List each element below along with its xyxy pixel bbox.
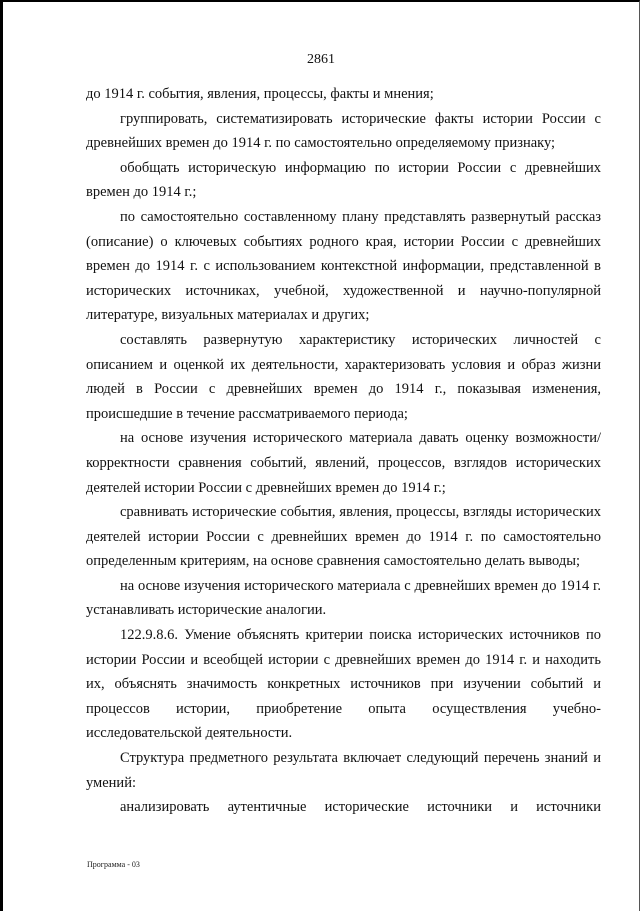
paragraph: составлять развернутую характеристику исторических личностей с описанием и оценкой их деятельности, характеризовать условия и образ жизни людей в России с древнейших времен до 1914 г., показывая изменения, происшедшие в течение рассматриваемого периода; bbox=[86, 331, 601, 422]
paragraph: на основе изучения исторического материала с древнейших времен до 1914 г. устанавливать исторические аналогии. bbox=[86, 577, 601, 619]
footer-text: Программа - 03 bbox=[87, 860, 140, 869]
document-body bbox=[86, 82, 601, 820]
paragraph: сравнивать исторические события, явления, процессы, взгляды исторических деятелей истории России с древнейших времен до 1914 г. по самостоятельно определенным критериям, на основе сравнения самостоятельно делать выводы; bbox=[86, 504, 601, 570]
paragraph: по самостоятельно составленному плану представлять развернутый рассказ (описание) о ключевых событиях родного края, истории России с древнейших времен до 1914 г. с использованием контекстной информации, представленной в исторических источниках, учебной, художественной и научно-популярной литературе, визуальных материалах и других; bbox=[86, 208, 601, 324]
paragraph: на основе изучения исторического материала давать оценку возможности/корректности сравнения событий, явлений, процессов, взглядов исторических деятелей истории России с древнейших времен до 1914 г.; bbox=[86, 430, 601, 496]
paragraph: до 1914 г. события, явления, процессы, факты и мнения; bbox=[86, 86, 434, 102]
paragraph: обобщать историческую информацию по истории России с древнейших времен до 1914 г.; bbox=[86, 159, 601, 201]
paragraph: группировать, систематизировать исторические факты истории России с древнейших времен до 1914 г. по самостоятельно определяемому признаку; bbox=[86, 110, 601, 152]
paragraph: 122.9.8.6. Умение объяснять критерии поиска исторических источников по истории России и всеобщей истории с древнейших времен до 1914 г. и находить их, объяснять значимость конкретных источников при изучении событий и процессов истории, приобретение опыта осуществления учебно-исследовательской деятельности. bbox=[86, 627, 601, 742]
page-number: 2861 bbox=[307, 52, 335, 67]
paragraph: анализировать аутентичные исторические источники и источники bbox=[120, 799, 601, 816]
paragraph: Структура предметного результата включает следующий перечень знаний и умений: bbox=[86, 750, 601, 791]
